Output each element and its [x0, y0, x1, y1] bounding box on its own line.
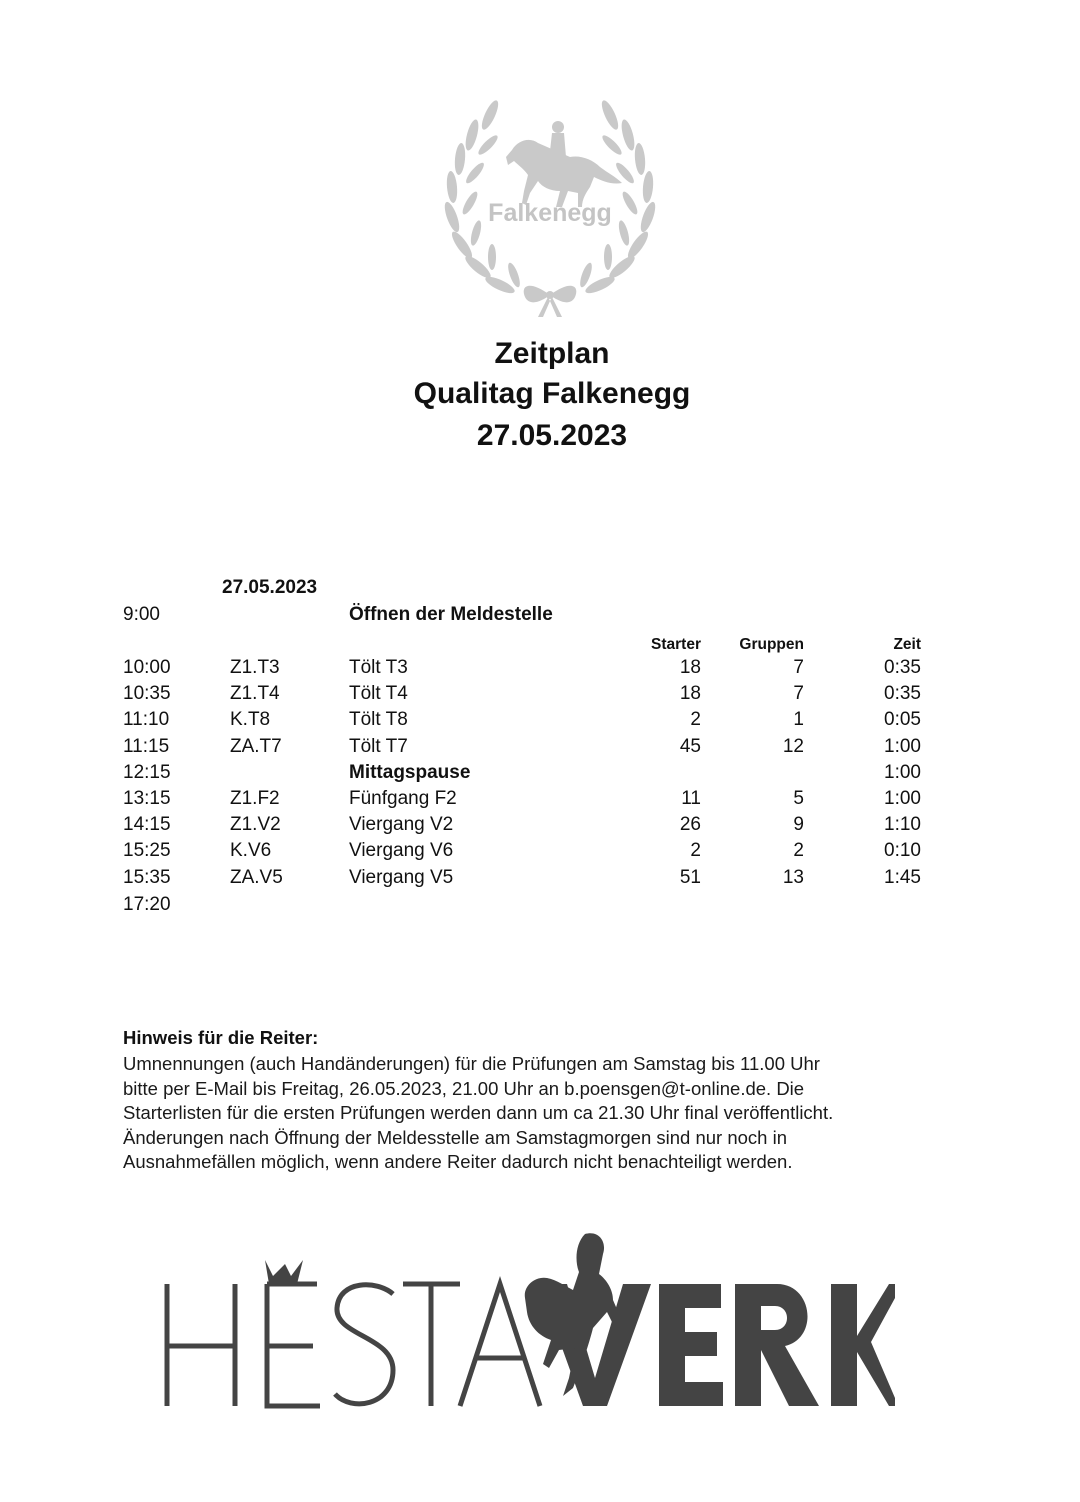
row-gruppen: 1	[793, 709, 804, 731]
row-name: Fünfgang F2	[349, 788, 457, 809]
crown-icon	[265, 1260, 303, 1284]
row-name: Tölt T8	[349, 709, 408, 731]
row-gruppen: 9	[793, 814, 804, 836]
row-zeit: 1:00	[884, 735, 921, 757]
row-time: 15:35	[123, 866, 171, 888]
header-zeit: Zeit	[893, 636, 921, 653]
hestaverk-logo	[155, 1228, 895, 1428]
row-name: Tölt T4	[349, 683, 408, 705]
row-zeit: 0:05	[884, 709, 921, 731]
header-gruppen: Gruppen	[739, 636, 804, 653]
row-time: 15:25	[123, 840, 171, 862]
note-line: Umnennungen (auch Handänderungen) für die Prüfungen am Samstag bis 11.00 Uhr	[123, 1053, 820, 1074]
row-gruppen: 5	[793, 788, 804, 809]
row-starter: 2	[690, 709, 701, 731]
note-line: Änderungen nach Öffnung der Meldesstelle am Samstagmorgen sind nur noch in	[123, 1126, 788, 1148]
note-title: Hinweis für die Reiter:	[123, 1027, 319, 1048]
row-gruppen: 13	[782, 866, 804, 888]
row-time: 11:10	[123, 709, 170, 731]
row-starter: 51	[679, 866, 701, 888]
row-gruppen: 12	[782, 735, 804, 757]
hestaverk-logo-text: HESTAVERK	[522, 1424, 528, 1425]
row-name: Viergang V6	[349, 840, 454, 862]
row-code: Z1.T4	[230, 683, 280, 705]
horse-rider-icon	[506, 121, 622, 207]
row-zeit: 0:35	[884, 683, 921, 705]
row-zeit: 0:35	[884, 657, 921, 678]
row-starter: 45	[679, 735, 701, 757]
row-starter: 11	[681, 788, 701, 809]
row-name: Viergang V2	[349, 814, 454, 836]
header-starter: Starter	[651, 636, 701, 653]
row-name: Viergang V5	[349, 866, 454, 888]
row-starter: 18	[679, 657, 701, 678]
row-name: Mittagspause	[349, 761, 471, 783]
row-zeit: 1:45	[884, 866, 921, 888]
row-zeit: 1:00	[884, 788, 921, 809]
row-name: Tölt T7	[349, 735, 408, 757]
row-time: 10:35	[123, 683, 171, 705]
note-line: bitte per E-Mail bis Freitag, 26.05.2023, 21.00 Uhr an b.poensgen@t-online.de. Die	[123, 1077, 805, 1099]
opening-label: Öffnen der Meldestelle	[349, 604, 553, 625]
row-zeit: 1:00	[884, 761, 921, 783]
laurel-right-icon	[578, 98, 658, 296]
row-name: Tölt T3	[349, 657, 408, 678]
row-time: 13:15	[123, 788, 171, 809]
row-time: 12:15	[123, 761, 171, 783]
row-time: 11:15	[123, 735, 170, 757]
row-time: 10:00	[123, 657, 171, 678]
row-zeit: 1:10	[884, 814, 921, 836]
row-starter: 2	[690, 840, 701, 862]
row-starter: 18	[679, 683, 701, 705]
row-code: Z1.T3	[230, 657, 280, 678]
row-gruppen: 7	[793, 657, 804, 678]
falkenegg-logo	[430, 95, 670, 320]
end-time: 17:20	[123, 894, 171, 915]
event-title: Qualitag Falkenegg	[413, 377, 691, 410]
schedule-date: 27.05.2023	[222, 577, 318, 598]
row-code: K.T8	[230, 709, 271, 731]
laurel-left-icon	[442, 98, 522, 296]
event-date: 27.05.2023	[476, 419, 628, 452]
falkenegg-logo-text: Falkenegg	[488, 199, 612, 227]
bow-icon	[524, 286, 577, 317]
opening-time: 9:00	[123, 604, 160, 625]
row-zeit: 0:10	[884, 840, 921, 862]
row-gruppen: 2	[793, 840, 804, 862]
row-code: Z1.V2	[230, 814, 281, 836]
row-time: 14:15	[123, 814, 171, 836]
row-code: Z1.F2	[230, 788, 280, 809]
row-code: ZA.V5	[230, 866, 283, 888]
page-title: Zeitplan	[494, 337, 610, 370]
note-line: Ausnahmefällen möglich, wenn andere Reiter dadurch nicht benachteiligt werden.	[123, 1151, 793, 1173]
row-code: ZA.T7	[230, 735, 282, 757]
row-gruppen: 7	[793, 683, 804, 705]
row-code: K.V6	[230, 840, 272, 862]
note-line: Starterlisten für die ersten Prüfungen werden dann um ca 21.30 Uhr final veröffentlicht.	[123, 1102, 834, 1124]
row-starter: 26	[679, 814, 701, 836]
